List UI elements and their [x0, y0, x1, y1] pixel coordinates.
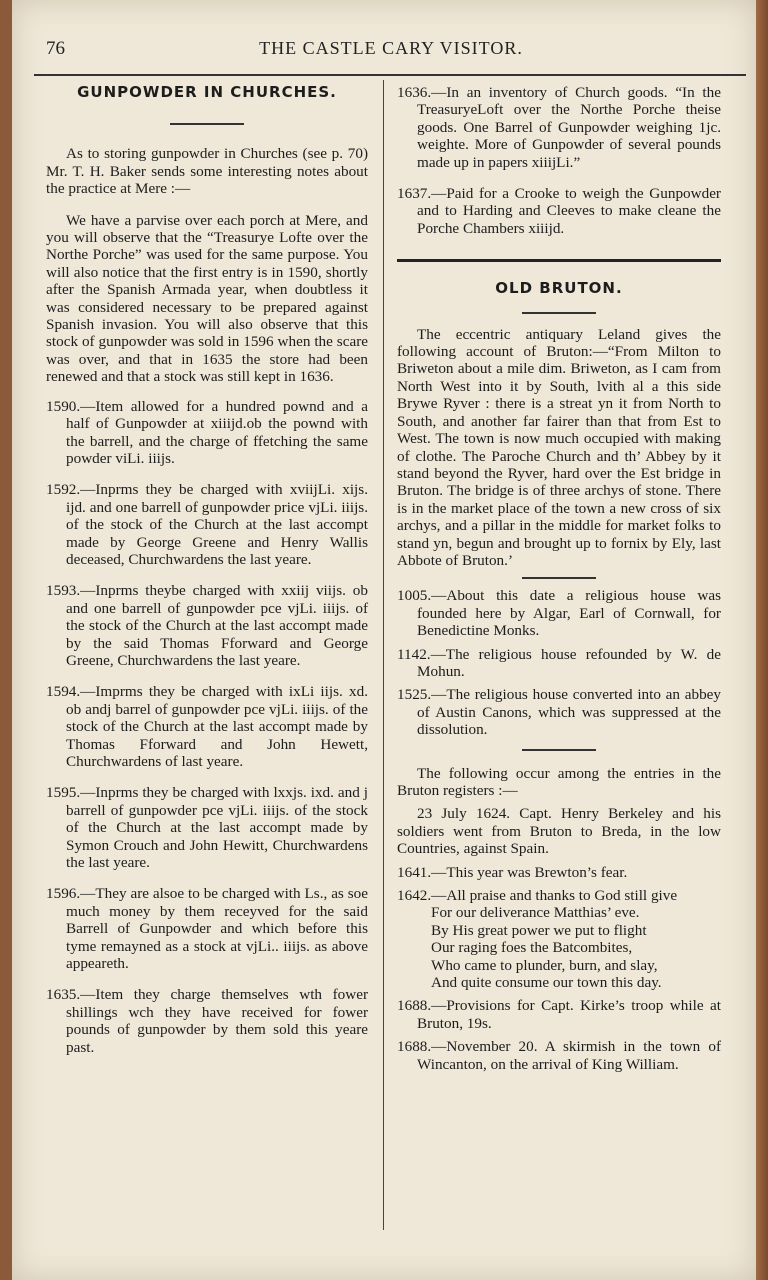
entry-1525: 1525.—The religious house converted into an abbey of Austin Canons, which was suppressed at the dissolution. — [397, 686, 721, 739]
entry-1005: 1005.—About this date a religious house was founded here by Algar, Earl of Cornwall, for Benedictine Monks. — [397, 587, 721, 640]
verse-line: Who came to plunder, burn, and slay, — [431, 956, 658, 974]
header-rule — [34, 74, 746, 76]
running-title: THE CASTLE CARY VISITOR. — [259, 38, 523, 58]
book-edge — [756, 0, 768, 1280]
register-1624: 23 July 1624. Capt. Henry Berkeley and his soldiers went from Bruton to Breda, in the low Countries, against Spain. — [397, 805, 721, 858]
divider-rule — [522, 577, 596, 579]
column-divider — [383, 80, 384, 1230]
leland-paragraph: The eccentric antiquary Leland gives the following account of Bruton:—“From Milton to Briweton about a mile dim. Briweton, as I cam from North West into it by South, lvith al a this side Brywe Ryver : there is a streat yn it from North to South, and another far fairer than that from Est to West. The town is now much occupied with making of clothe. The Paroche Church and th’ Abbey by it stand beyond the Ryver, hard over the Est bridge in Bruton. The bridge is of three archys of stone. There is in the market place of the town a new cross of six archys, and a pillar in the middle for market folks to stand yn, begun and brought up to fornix by Ely, last Abbote of Bruton.’ — [397, 325, 721, 569]
verse-line: For our deliverance Matthias’ eve. — [431, 904, 640, 922]
registers-intro: The following occur among the entries in the Bruton registers :— — [397, 764, 721, 799]
section-heading-gunpowder: GUNPOWDER IN CHURCHES. — [77, 83, 337, 101]
verse-line: And quite consume our town this day. — [431, 974, 662, 992]
running-header — [46, 38, 736, 60]
section-heading-bruton: OLD BRUTON. — [495, 279, 623, 298]
verse-line: By His great power we put to flight — [431, 921, 647, 939]
entry-1595: 1595.—Inprms they be charged with lxxjs. ixd. and j barrell of gunpowder pce vjLi. iiijs. of the stock of the Church at the last accompt made by Symon Crouch and John Hewitt, Churchwardens the last yeare. — [46, 784, 368, 872]
heading-rule-bruton — [522, 312, 596, 314]
entry-1594: 1594.—Imprms they be charged with ixLi iijs. xd. ob andj barrel of gunpowder pce vjLi. iiijs. of the stock of the Church at the last accompt made by Thomas Fforward and John Hewett, Churchwardens of last yeare. — [46, 683, 368, 770]
entry-1637: 1637.—Paid for a Crooke to weigh the Gunpowder and to Harding and Cleeves to make cleane the Porche Chambers xiiijd. — [397, 185, 721, 237]
divider-rule-2 — [522, 749, 596, 751]
verse-line: Our raging foes the Batcombites, — [431, 939, 633, 957]
intro-paragraph: As to storing gunpowder in Churches (see p. 70) Mr. T. H. Baker sends some interesting notes about the practice at Mere :— — [46, 145, 368, 198]
entry-1592: 1592.—Inprms they be charged with xviijLi. xijs. ijd. and one barrell of gunpowder price vjLi. iiijs. of the stock of the Church at the last accompt made by George Greene and Henry Wallis deceased, Churchwardens the last yeare. — [46, 481, 368, 568]
entry-1635: 1635.—Item they charge themselves wth fower shillings wch they have received for fower pounds of gunpowder by them sold this yeare past. — [46, 986, 368, 1056]
entry-1593: 1593.—Inprms theybe charged with xxiij viijs. ob and one barrell of gunpowder pce vjLi. iiijs. of the stock of the Church at the last accompt made by the said Thomas Fforward and George Greene, Churchwardens the last yeare. — [46, 582, 368, 669]
page-number: 76 — [46, 38, 65, 59]
register-1688-skirmish: 1688.—November 20. A skirmish in the town of Wincanton, on the arrival of King William. — [397, 1038, 721, 1073]
body-paragraph: We have a parvise over each porch at Mere, and you will observe that the “Treasurye Lofte over the Northe Porche” was used for the same purpose. You will also notice that the first entry is in 1590, shortly after the Spanish Armada year, when doubtless it was considered necessary to be prepared against Spanish invasion. You will also observe that this stock of gunpowder was sold in 1596 when the scare was over, and that in 1635 the store had been renewed and that a stock was still kept in 1636. — [46, 211, 368, 386]
left-column — [46, 84, 368, 1056]
entry-1142: 1142.—The religious house refounded by W. de Mohun. — [397, 645, 721, 680]
heading-rule — [170, 123, 244, 125]
entry-1590: 1590.—Item allowed for a hundred pownd and a half of Gunpowder at xiiijd.ob the pownd with the barrell, and the charge of ffetching the same powder viLi. iiijs. — [46, 397, 368, 467]
right-column — [397, 84, 721, 1073]
section-rule — [397, 259, 721, 262]
entry-1636: 1636.—In an inventory of Church goods. “In the TreasuryeLoft over the Northe Porche theise goods. One Barrel of Gunpowder weighing 1jc. weighte. More of Gunpowder of several pounds made up in papers xiiijLi.” — [397, 84, 721, 171]
register-1641: 1641.—This year was Brewton’s fear. — [397, 863, 628, 881]
entry-1596: 1596.—They are alsoe to be charged with Ls., as soe much money by them receyved for the said Barrell of Gunpowder and which before this tyme remayned as a stock at vjLi.. iiijs. as above appeareth. — [46, 885, 368, 973]
register-1642: 1642.—All praise and thanks to God still give — [397, 887, 678, 905]
register-1688-troop: 1688.—Provisions for Capt. Kirke’s troop while at Bruton, 19s. — [397, 997, 721, 1032]
